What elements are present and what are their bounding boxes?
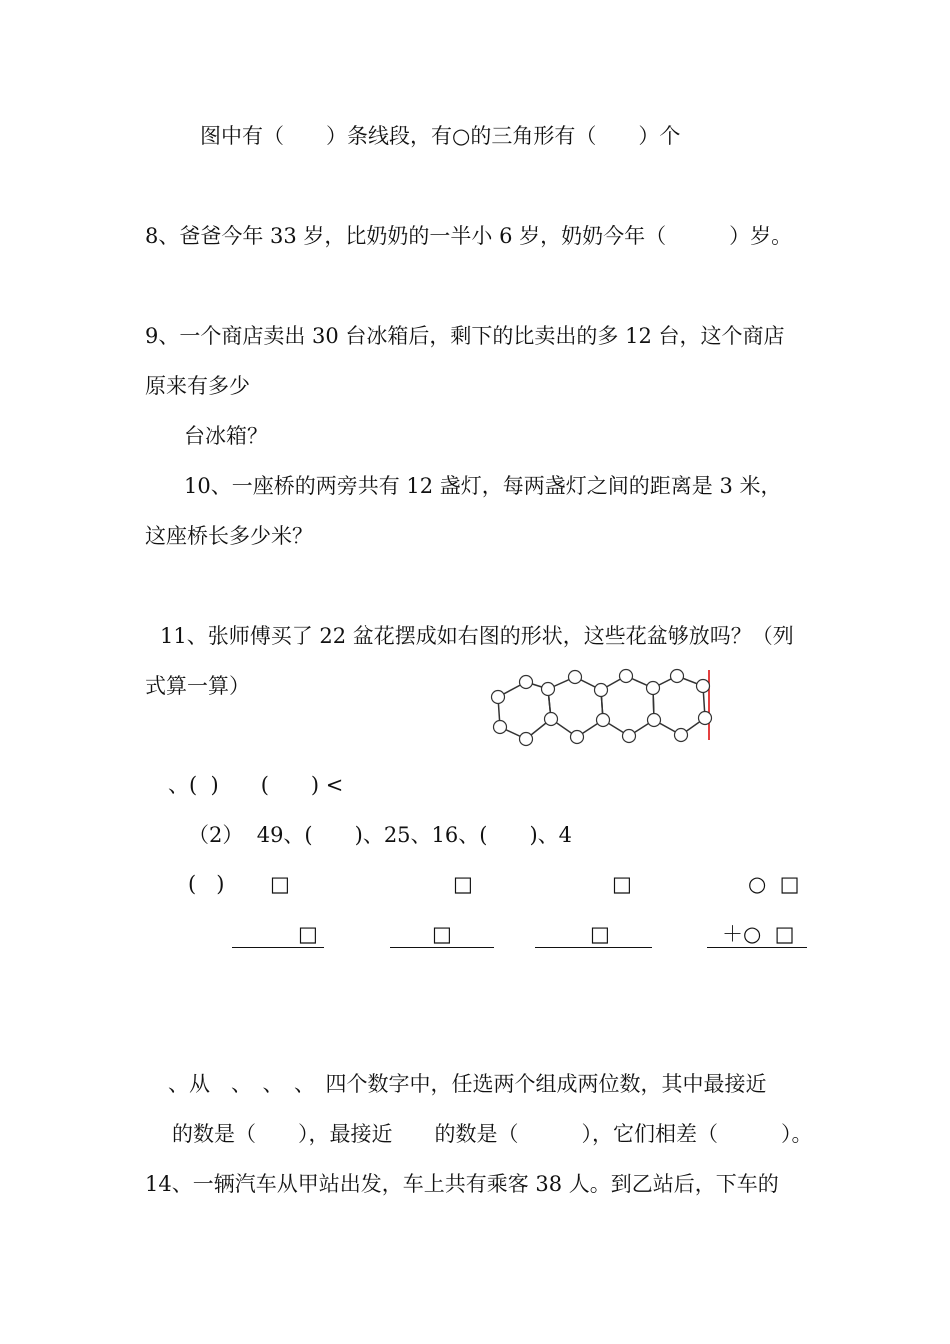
question-13-line-2: 的数是（ ），最接近 的数是（ ），它们相差（ ）。 [172, 1122, 813, 1146]
question-12-line-2: （2） 49、( )、25、16、( )、4 [188, 823, 573, 847]
hexagon-flowerpot-figure [488, 664, 718, 749]
puzzle-paren: ( ) [188, 872, 225, 896]
puzzle-top-1: □ [270, 872, 290, 896]
puzzle-top-3: □ [612, 872, 632, 896]
question-13-line-1: 、从 、 、 、 四个数字中，任选两个组成两位数，其中最接近 [168, 1072, 767, 1096]
question-10-line-1: 10、一座桥的两旁共有 12 盏灯，每两盏灯之间的距离是 3 米， [184, 474, 782, 498]
underline-2 [390, 947, 494, 948]
underline-4 [707, 947, 807, 948]
question-12-line-1: 、( ) ( ) < [168, 773, 344, 797]
underline-1 [232, 947, 324, 948]
puzzle-top-4: ○ □ [748, 872, 800, 896]
question-9-line-2: 原来有多少 [145, 374, 250, 398]
question-8: 8、爸爸今年 33 岁，比奶奶的一半小 6 岁，奶奶今年（ ）岁。 [145, 224, 793, 248]
question-9-line-1: 9、一个商店卖出 30 台冰箱后，剩下的比卖出的多 12 台，这个商店 [145, 324, 785, 348]
underline-3 [535, 947, 652, 948]
puzzle-bottom-2: □ [432, 922, 452, 946]
figure-question-line: 图中有（ ）条线段，有○的三角形有（ ）个 [200, 124, 681, 148]
question-10-line-2: 这座桥长多少米？ [145, 524, 313, 548]
puzzle-bottom-3: □ [590, 922, 610, 946]
question-11-line-2: 式算一算） [145, 674, 250, 698]
question-14-line-1: 14、一辆汽车从甲站出发，车上共有乘客 38 人。到乙站后，下车的 [145, 1172, 779, 1196]
puzzle-top-2: □ [453, 872, 473, 896]
question-9-line-3: 台冰箱？ [184, 424, 268, 448]
puzzle-bottom-4: ＋○ □ [722, 922, 795, 946]
question-11-line-1: 11、张师傅买了 22 盆花摆成如右图的形状，这些花盆够放吗？（列 [160, 624, 794, 648]
puzzle-bottom-1: □ [298, 922, 318, 946]
